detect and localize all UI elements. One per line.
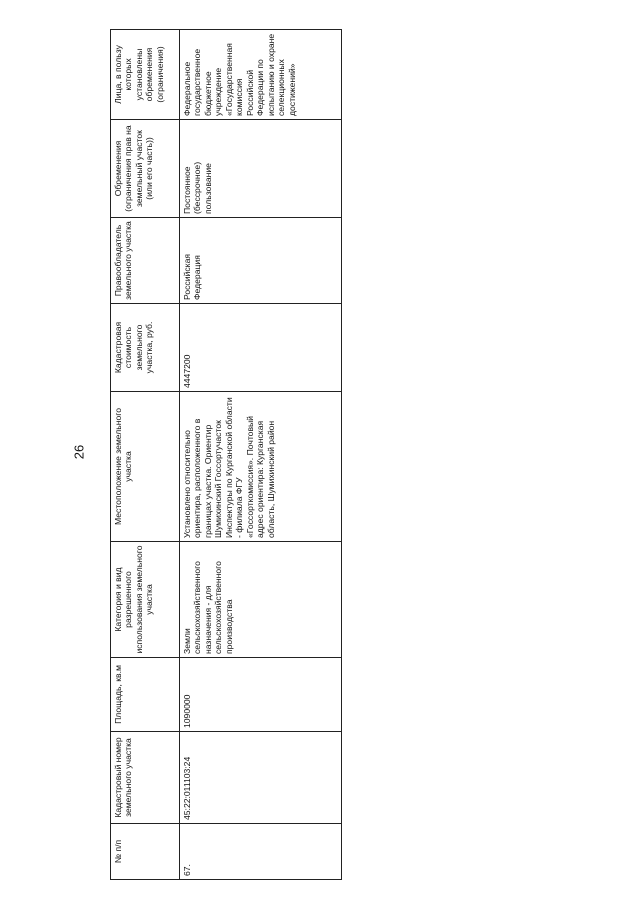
- column-header-cadastral-value: Кадастровая стоимость земельного участка, руб.: [111, 304, 180, 392]
- cell-location: Установлено относительно ориентира, расположенного в границах участка. Ориентир Шумихинский Госсортучасток Инспектуры по Курганской области - филиала ФГУ «Госсорткомиссия». Почтовый адрес ориентира: Курганская область, Шумихинский район: [180, 392, 342, 542]
- cell-category: Земли сельскохозяйственного назначения - для сельскохозяйственного производства: [180, 542, 342, 658]
- column-header-beneficiary: Лица, в пользу которых установлены обременения (ограничения): [111, 30, 180, 120]
- cell-owner: Российская Федерация: [180, 218, 342, 304]
- column-header-area: Площадь, кв.м: [111, 658, 180, 732]
- page-number: 26: [71, 444, 87, 460]
- cell-encumbrance: Постоянное (бессрочное) пользование: [180, 120, 342, 218]
- land-plots-table: [110, 29, 342, 880]
- cell-cadastral-value: 4447200: [180, 304, 342, 392]
- cell-num: 67.: [180, 824, 342, 880]
- cell-cadastral-number: 45:22:011103:24: [180, 732, 342, 824]
- cell-area: 1090000: [180, 658, 342, 732]
- table-row: [180, 30, 342, 880]
- rotated-table-container: [110, 30, 342, 880]
- column-header-owner: Правообладатель земельного участка: [111, 218, 180, 304]
- column-header-cadastral-number: Кадастровый номер земельного участка: [111, 732, 180, 824]
- column-header-location: Местоположение земельного участка: [111, 392, 180, 542]
- table-header-row: [111, 30, 180, 880]
- column-header-num: № п/п: [111, 824, 180, 880]
- column-header-category: Категория и вид разрешенного использования земельного участка: [111, 542, 180, 658]
- column-header-encumbrance: Обременения (ограничения прав на земельный участок (или его часть)): [111, 120, 180, 218]
- cell-beneficiary: Федеральное государственное бюджетное учреждение «Государственная комиссия Российской Федерации по испытанию и охране селекционных достижений»: [180, 30, 342, 120]
